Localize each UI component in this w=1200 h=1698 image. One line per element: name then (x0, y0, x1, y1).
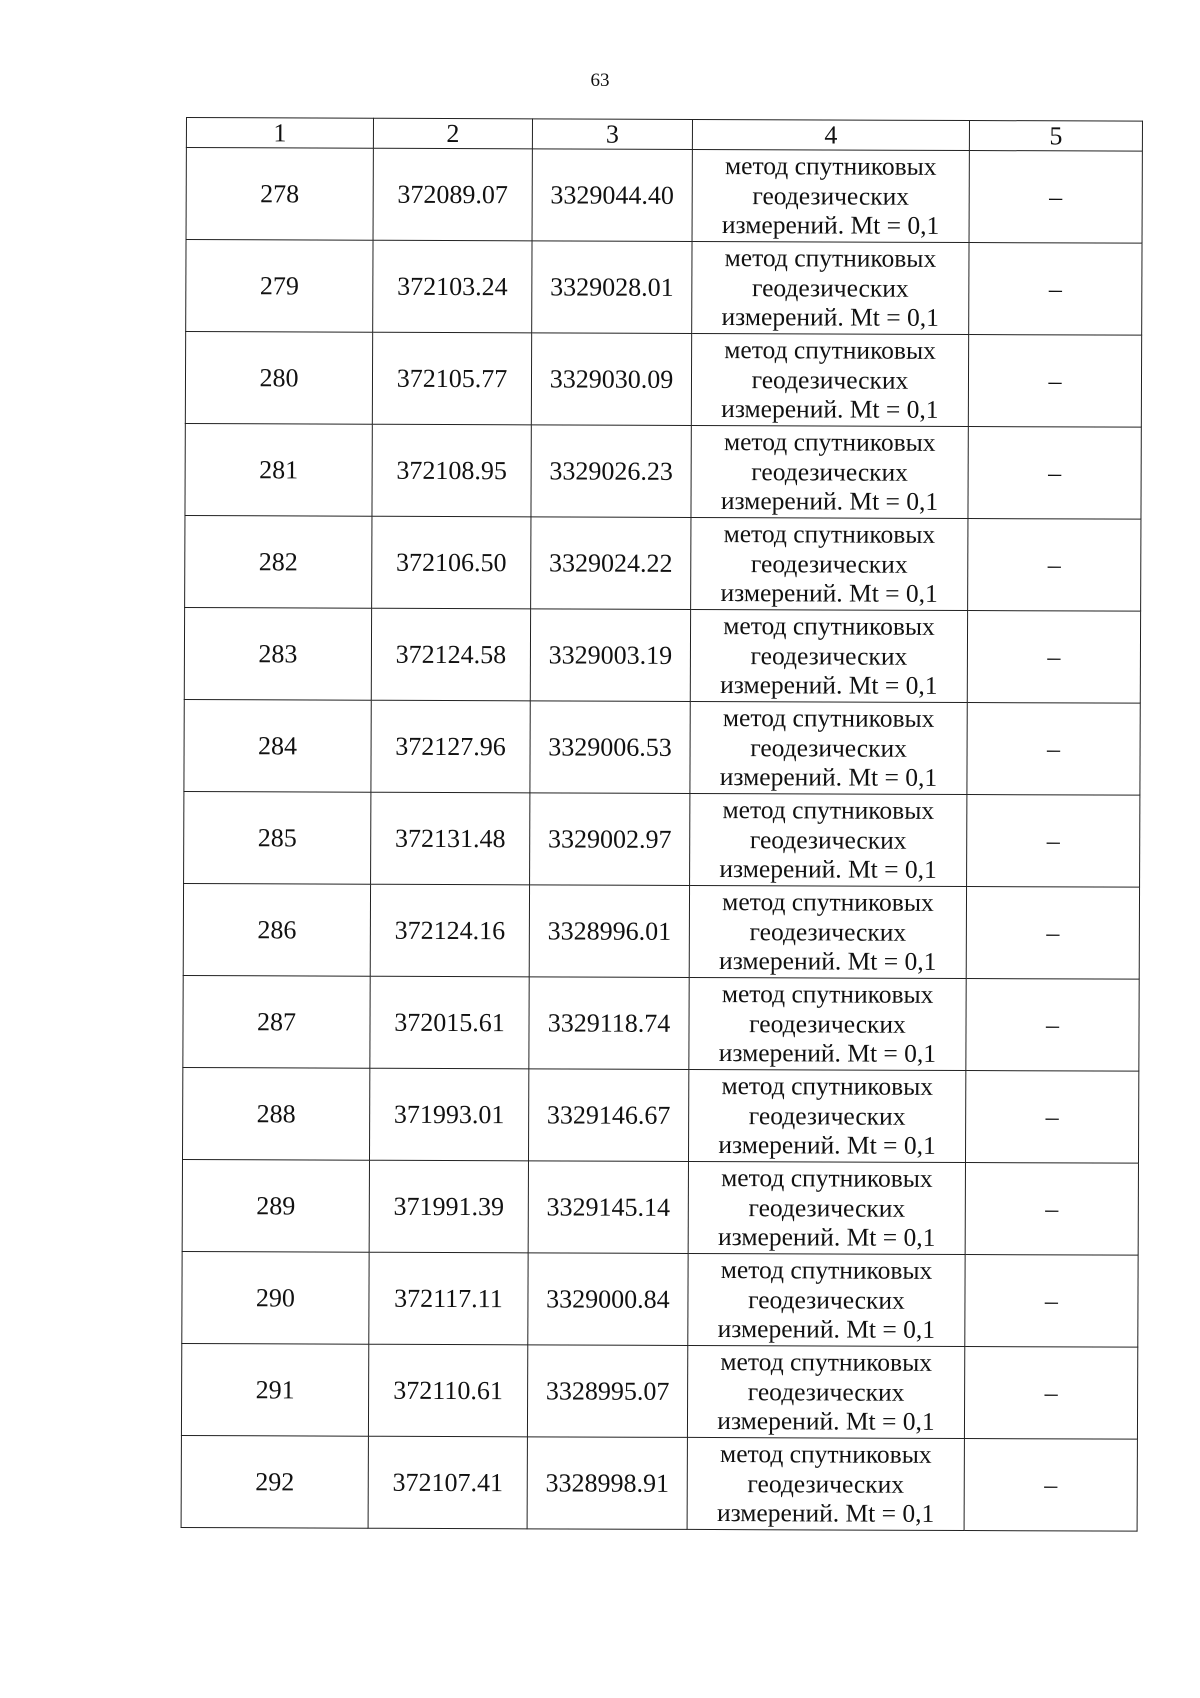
method-line: геодезических (748, 1284, 905, 1315)
method-line: измерений. Mt = 0,1 (719, 854, 937, 885)
point-number-cell: 280 (185, 332, 372, 425)
table-row (184, 607, 1140, 703)
table-row (181, 1435, 1137, 1531)
method-line: метод спутниковых (721, 1071, 934, 1102)
method-cell (692, 241, 969, 334)
method-cell (692, 149, 969, 242)
y-coordinate-cell: 3328995.07 (527, 1345, 687, 1438)
point-number-cell: 284 (184, 699, 371, 792)
table-body (181, 148, 1142, 1532)
method-line: метод спутниковых (721, 979, 934, 1010)
method-line: метод спутниковых (724, 243, 937, 274)
method-line: метод спутниковых (720, 1439, 932, 1470)
method-line: измерений. Mt = 0,1 (717, 1222, 936, 1253)
note-cell: – (969, 243, 1142, 336)
method-line: метод спутниковых (721, 1163, 933, 1194)
column-header: 3 (532, 119, 692, 150)
method-line: измерений. Mt = 0,1 (716, 1498, 935, 1529)
method-cell (688, 1253, 965, 1346)
method-line: геодезических (750, 548, 908, 579)
method-cell (687, 1345, 964, 1438)
y-coordinate-cell: 3329006.53 (530, 701, 690, 794)
y-coordinate-cell: 3329146.67 (528, 1069, 688, 1162)
method-cell (688, 1069, 965, 1162)
method-cell (687, 1437, 964, 1530)
x-coordinate-cell: 372117.11 (369, 1252, 528, 1345)
coordinates-table (181, 117, 1143, 1532)
note-cell: – (969, 151, 1142, 244)
method-line: геодезических (747, 1468, 905, 1499)
table-row (183, 883, 1139, 979)
note-cell: – (966, 887, 1139, 980)
method-line: геодезических (752, 180, 910, 211)
y-coordinate-cell: 3329002.97 (530, 793, 690, 886)
method-line: измерений. Mt = 0,1 (717, 1314, 936, 1345)
x-coordinate-cell: 372108.95 (372, 424, 531, 517)
method-cell (690, 701, 967, 794)
point-number-cell: 281 (185, 423, 372, 516)
x-coordinate-cell: 372015.61 (370, 976, 529, 1069)
method-line: метод спутниковых (723, 427, 936, 458)
column-header: 4 (692, 119, 969, 150)
method-line: метод спутниковых (723, 519, 936, 550)
y-coordinate-cell: 3328998.91 (527, 1437, 687, 1530)
note-cell: – (967, 703, 1140, 796)
x-coordinate-cell: 372103.24 (373, 240, 532, 333)
point-number-cell: 282 (185, 515, 372, 608)
method-cell (690, 609, 967, 702)
method-line: геодезических (748, 1100, 906, 1131)
method-line: метод спутниковых (722, 887, 934, 918)
method-line: геодезических (750, 732, 907, 763)
note-cell: – (968, 519, 1141, 612)
method-line: измерений. Mt = 0,1 (721, 302, 939, 333)
note-cell: – (964, 1438, 1137, 1531)
table-row (184, 699, 1140, 795)
method-line: геодезических (747, 1376, 905, 1407)
method-line: измерений. Mt = 0,1 (718, 1038, 937, 1069)
method-line: измерений. Mt = 0,1 (721, 394, 939, 425)
x-coordinate-cell: 372106.50 (372, 516, 531, 609)
method-line: измерений. Mt = 0,1 (720, 670, 938, 701)
method-line: геодезических (748, 1192, 906, 1223)
y-coordinate-cell: 3329145.14 (528, 1161, 688, 1254)
note-cell: – (965, 1071, 1138, 1164)
y-coordinate-cell: 3329118.74 (529, 977, 689, 1070)
point-number-cell: 286 (183, 883, 370, 976)
page-number: 63 (590, 70, 610, 91)
method-line: метод спутниковых (724, 335, 936, 366)
note-cell: – (968, 427, 1141, 520)
x-coordinate-cell: 372110.61 (368, 1344, 527, 1437)
note-cell: – (967, 795, 1140, 888)
x-coordinate-cell: 372131.48 (371, 792, 530, 885)
note-cell: – (966, 979, 1139, 1072)
note-cell: – (967, 611, 1140, 704)
y-coordinate-cell: 3329026.23 (531, 425, 691, 518)
method-line: метод спутниковых (723, 611, 935, 642)
y-coordinate-cell: 3329003.19 (530, 609, 690, 702)
x-coordinate-cell: 371991.39 (369, 1160, 528, 1253)
method-line: измерений. Mt = 0,1 (721, 210, 940, 241)
table-row (182, 1159, 1138, 1255)
point-number-cell: 291 (181, 1343, 368, 1436)
method-cell (691, 333, 968, 426)
table-header-row (186, 118, 1142, 152)
note-cell: – (964, 1346, 1137, 1439)
point-number-cell: 283 (184, 607, 371, 700)
method-line: измерений. Mt = 0,1 (720, 486, 939, 517)
x-coordinate-cell: 372107.41 (368, 1436, 527, 1529)
point-number-cell: 278 (186, 148, 373, 241)
x-coordinate-cell: 372105.77 (372, 332, 531, 425)
method-line: измерений. Mt = 0,1 (720, 578, 938, 609)
y-coordinate-cell: 3328996.01 (529, 885, 689, 978)
method-line: измерений. Mt = 0,1 (717, 1406, 935, 1437)
column-header: 2 (373, 118, 532, 149)
method-line: геодезических (749, 1008, 906, 1039)
method-line: измерений. Mt = 0,1 (718, 1130, 936, 1161)
method-line: геодезических (751, 272, 909, 303)
point-number-cell: 287 (183, 975, 370, 1068)
method-cell (691, 517, 968, 610)
table-row (183, 975, 1139, 1071)
method-line: измерений. Mt = 0,1 (719, 946, 937, 977)
table-row (185, 423, 1141, 519)
method-cell (690, 793, 967, 886)
x-coordinate-cell: 371993.01 (369, 1068, 528, 1161)
note-cell: – (965, 1163, 1138, 1256)
table-row (182, 1251, 1138, 1347)
method-line: геодезических (751, 456, 909, 487)
method-line: геодезических (749, 916, 907, 947)
x-coordinate-cell: 372124.16 (370, 884, 529, 977)
table-row (186, 240, 1142, 336)
method-cell (689, 885, 966, 978)
method-cell (689, 977, 966, 1070)
method-line: метод спутниковых (720, 1255, 933, 1286)
method-line: геодезических (749, 824, 907, 855)
note-cell: – (965, 1255, 1138, 1348)
table-row (185, 332, 1141, 428)
method-line: геодезических (750, 640, 908, 671)
column-header: 1 (186, 118, 373, 149)
method-line: измерений. Mt = 0,1 (719, 762, 938, 793)
method-line: геодезических (751, 364, 909, 395)
method-cell (688, 1161, 965, 1254)
note-cell: – (968, 335, 1141, 428)
table-row (181, 1343, 1137, 1439)
point-number-cell: 290 (182, 1251, 369, 1344)
table-row (182, 1067, 1138, 1163)
table-row (184, 791, 1140, 887)
x-coordinate-cell: 372127.96 (371, 700, 530, 793)
method-line: метод спутниковых (724, 151, 937, 182)
table-row (186, 148, 1142, 244)
point-number-cell: 289 (182, 1159, 369, 1252)
y-coordinate-cell: 3329024.22 (531, 517, 691, 610)
table-row (185, 515, 1141, 611)
y-coordinate-cell: 3329000.84 (528, 1253, 688, 1346)
point-number-cell: 292 (181, 1435, 368, 1528)
x-coordinate-cell: 372089.07 (373, 148, 532, 241)
point-number-cell: 285 (184, 791, 371, 884)
method-line: метод спутниковых (720, 1347, 933, 1378)
y-coordinate-cell: 3329044.40 (532, 149, 692, 242)
point-number-cell: 288 (182, 1067, 369, 1160)
point-number-cell: 279 (186, 240, 373, 333)
method-line: метод спутниковых (722, 795, 935, 826)
column-header: 5 (969, 121, 1142, 152)
y-coordinate-cell: 3329028.01 (532, 241, 692, 334)
y-coordinate-cell: 3329030.09 (531, 333, 691, 426)
x-coordinate-cell: 372124.58 (371, 608, 530, 701)
method-cell (691, 425, 968, 518)
method-line: метод спутниковых (722, 703, 935, 734)
